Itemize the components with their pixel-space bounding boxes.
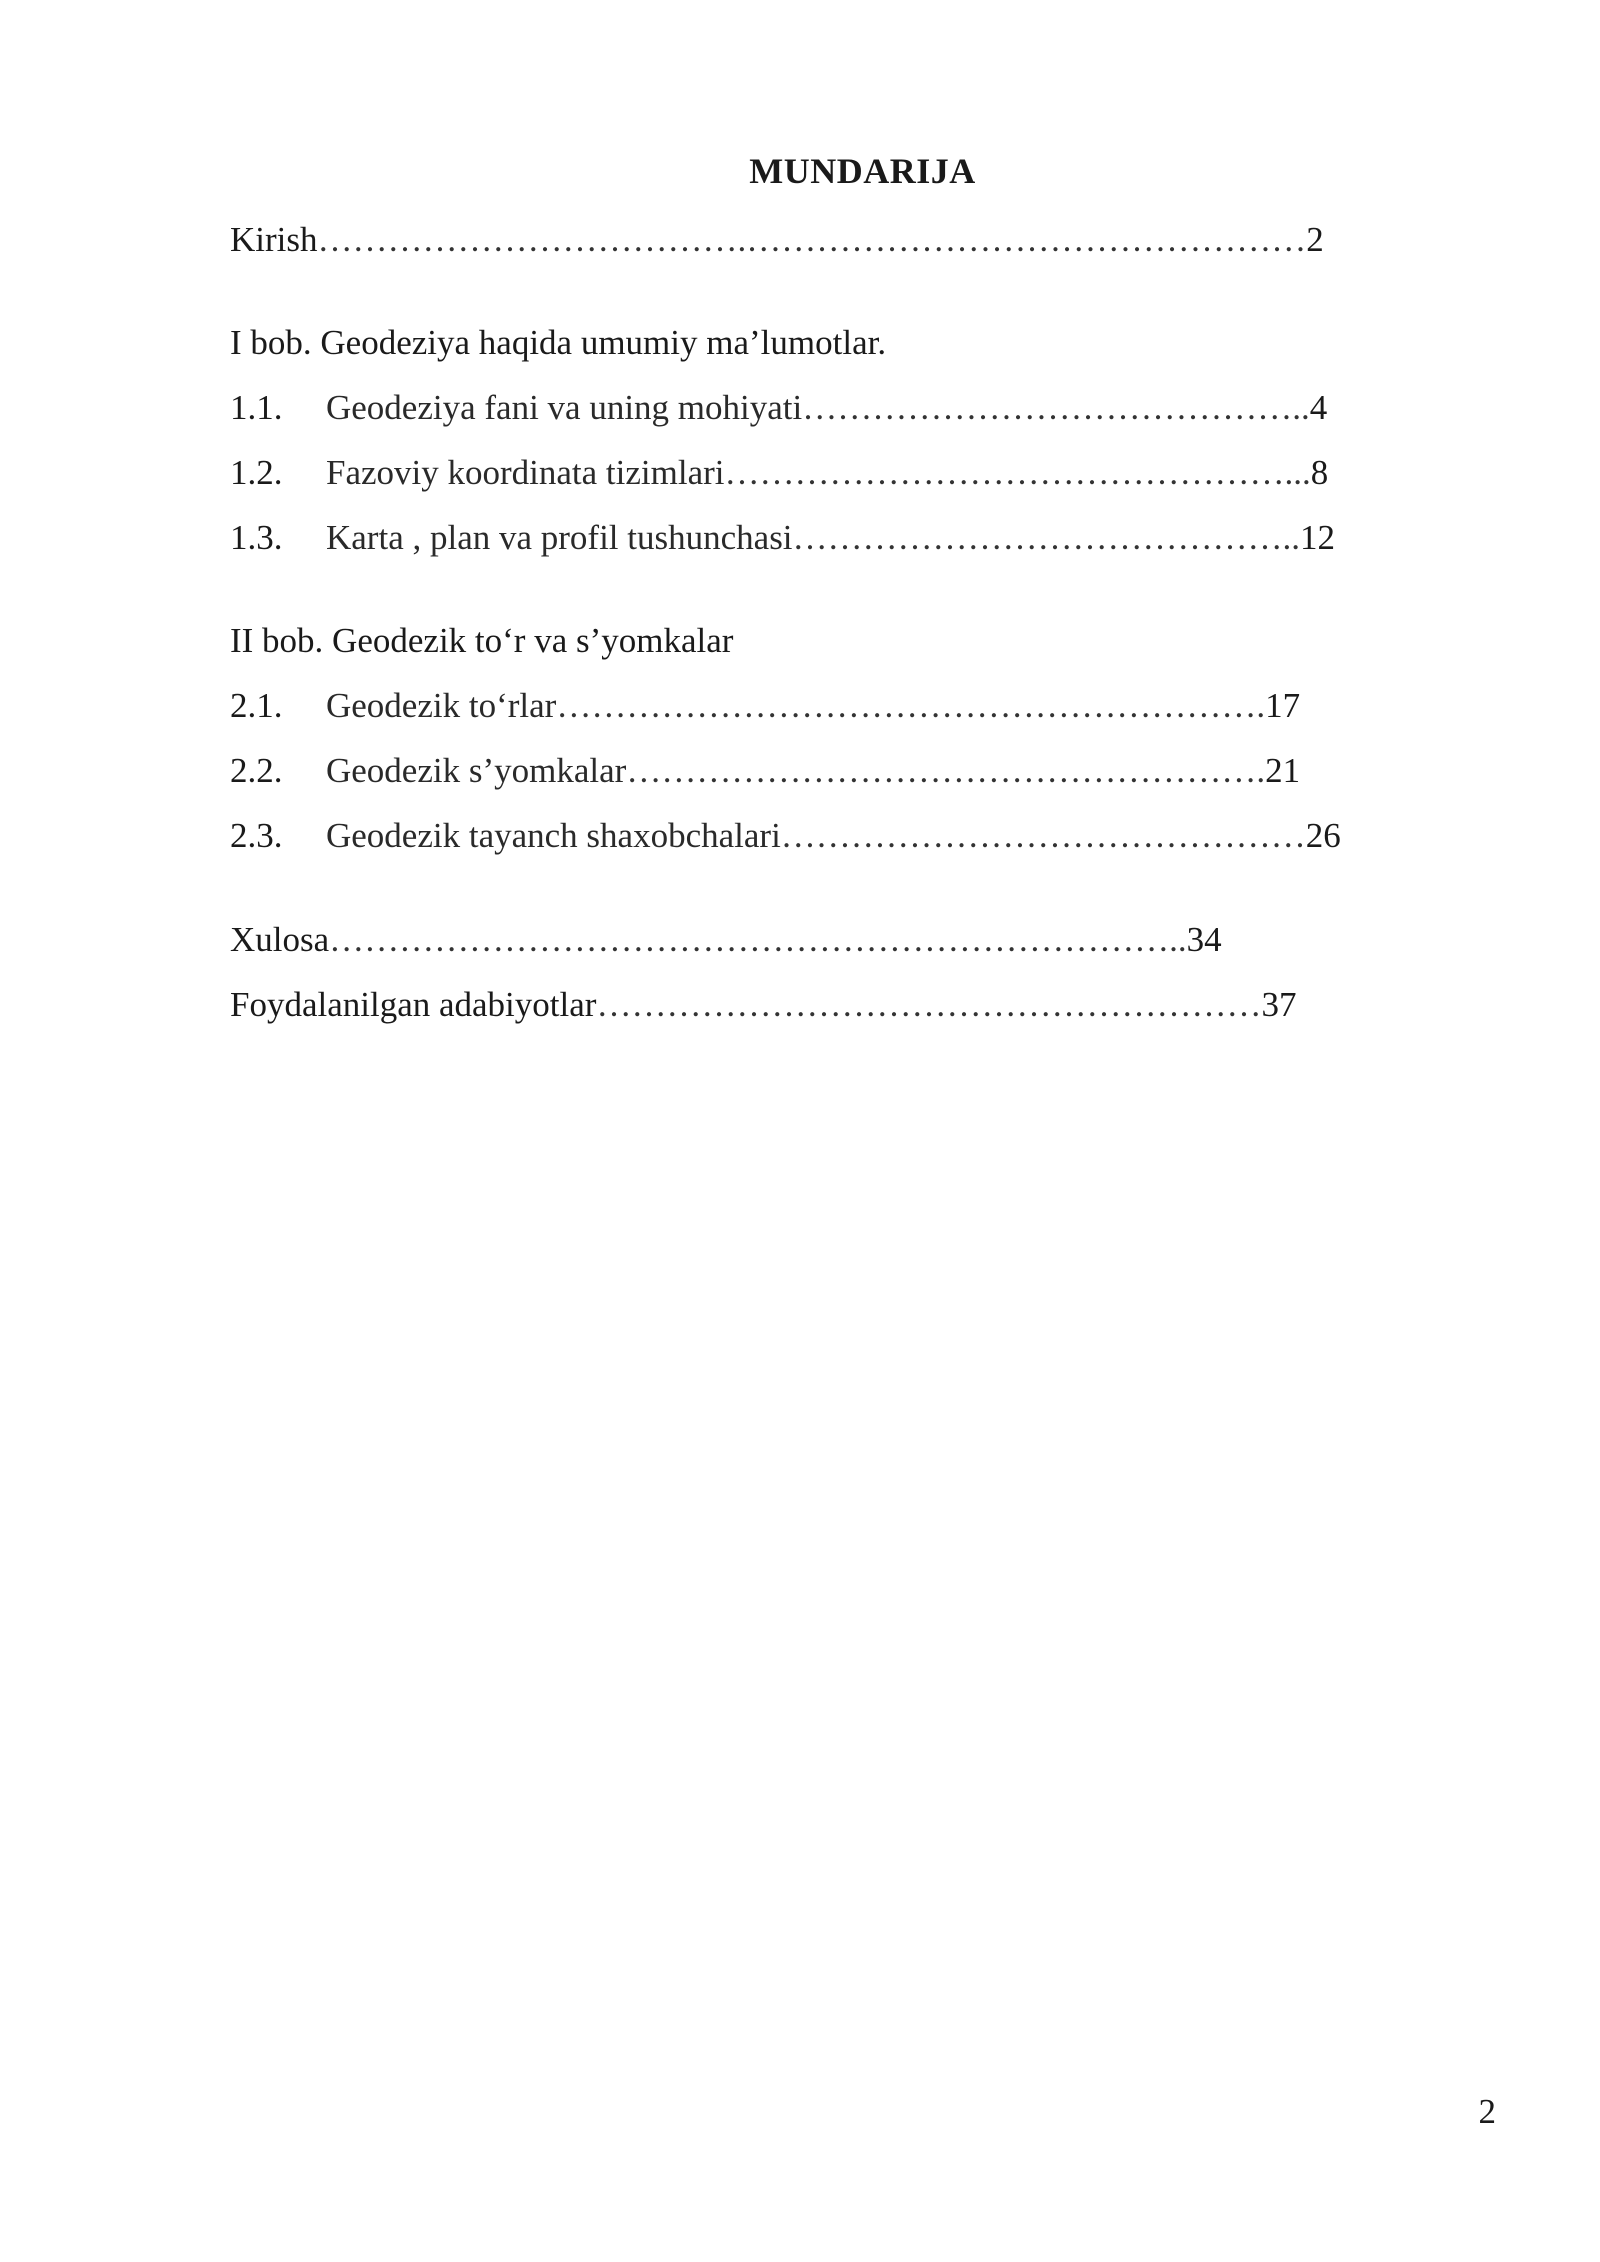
toc-page-number: 4 — [1309, 388, 1328, 427]
toc-entry-conclusion — [230, 918, 1222, 962]
toc-page-number: 2 — [1306, 220, 1324, 259]
toc-page-number: 8 — [1310, 453, 1329, 492]
toc-entry-text: Geodezik tayanch shaxobchalari — [326, 816, 781, 855]
toc-entry-2-1 — [230, 684, 1300, 728]
toc-entry-text: Geodezik to‘rlar — [326, 686, 557, 725]
toc-entry-text: Kirish — [230, 220, 318, 259]
toc-entry-number: 2.3. — [230, 816, 283, 855]
page-number: 2 — [1478, 2092, 1496, 2131]
toc-page-number: 26 — [1305, 816, 1341, 855]
toc-entry-number: 2.1. — [230, 686, 283, 725]
toc-entry-1-2 — [230, 451, 1328, 495]
toc-entry-1-3 — [230, 516, 1335, 560]
toc-entry-text: Karta , plan va profil tushunchasi — [326, 518, 793, 557]
toc-leader: ……………………………….………………………………………… — [317, 220, 1307, 259]
toc-entry-intro — [230, 218, 1324, 262]
toc-chapter-2-heading: II bob. Geodezik to‘r va s’yomkalar — [230, 621, 734, 660]
toc-entry-number: 1.1. — [230, 388, 283, 427]
toc-entry-number: 1.2. — [230, 453, 283, 492]
toc-leader: ………………………………………………… — [596, 985, 1262, 1024]
toc-page-number: 37 — [1261, 985, 1297, 1024]
toc-leader: …………………………………….. — [802, 388, 1310, 427]
toc-leader: …………………………………………... — [724, 453, 1311, 492]
toc-entry-2-3 — [230, 814, 1341, 858]
toc-leader: …………………………………….. — [792, 518, 1301, 557]
toc-entry-number: 2.2. — [230, 751, 283, 790]
toc-leader: ………………………………………………. — [626, 751, 1266, 790]
toc-page-number: 12 — [1300, 518, 1336, 557]
page-title: MUNDARIJA — [749, 151, 976, 191]
toc-entry-text: Geodeziya fani va uning mohiyati — [326, 388, 803, 427]
toc-entry-text: Fazoviy koordinata tizimlari — [326, 453, 725, 492]
toc-entry-text: Xulosa — [230, 920, 330, 959]
toc-page-number: 34 — [1186, 920, 1222, 959]
toc-entry-references — [230, 983, 1296, 1027]
toc-leader: ……………………………………………………………….. — [329, 920, 1187, 959]
toc-page-number: 17 — [1265, 686, 1301, 725]
toc-entry-number: 1.3. — [230, 518, 283, 557]
toc-leader: ……………………………………………………. — [556, 686, 1266, 725]
toc-entry-2-2 — [230, 749, 1300, 793]
toc-leader: ……………………………………… — [780, 816, 1306, 855]
toc-entry-1-1 — [230, 386, 1327, 430]
toc-entry-text: Foydalanilgan adabiyotlar — [230, 985, 597, 1024]
toc-entry-text: Geodezik s’yomkalar — [326, 751, 627, 790]
toc-page-number: 21 — [1265, 751, 1301, 790]
toc-chapter-1-heading: I bob. Geodeziya haqida umumiy ma’lumotlar. — [230, 323, 887, 362]
